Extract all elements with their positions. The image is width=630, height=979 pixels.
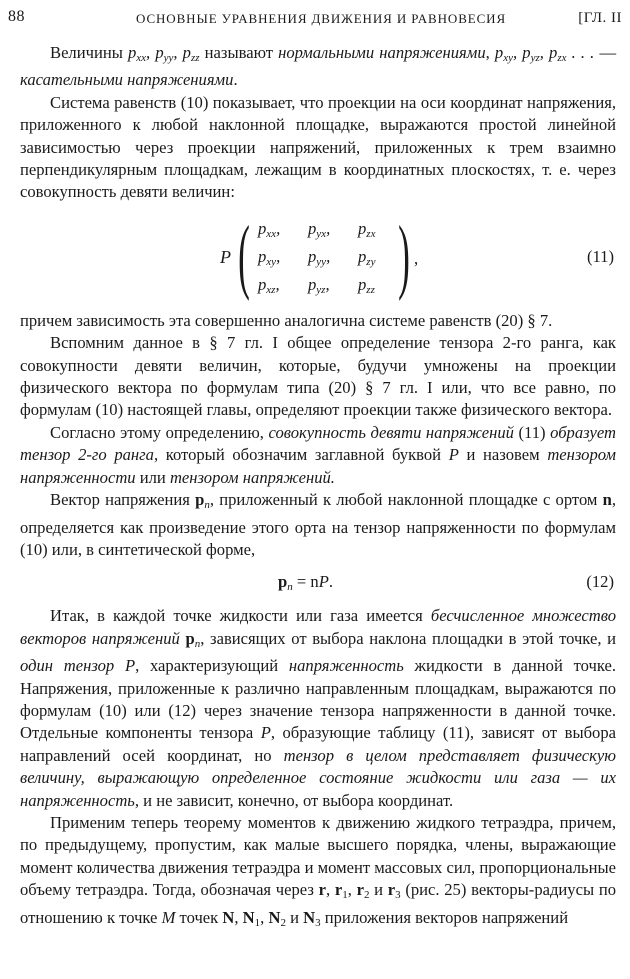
tensor-symbol: P [220, 246, 231, 267]
text-body [20, 42, 616, 934]
left-paren: ( [238, 208, 250, 302]
paragraph-analogy: причем зависимость эта совершенно аналогична системе равенств (20) § 7. [20, 310, 553, 330]
chapter-label: [ГЛ. II [578, 10, 622, 26]
matrix-cell: $p_{yy}$, [308, 246, 331, 268]
formula-11 [20, 210, 616, 308]
equation-number-11: (11) [586, 246, 614, 266]
page-header [8, 6, 622, 30]
paragraph-stress-tensor: Согласно этому определению, совокупность девяти напряжений (11) образует тензор 2-го ранга, который обозначим заглавной буквой P и назовем тензором напряженности или тензором напряжений. [20, 422, 616, 487]
paragraph-stresses-definition: Величины $p_{xx}$, $p_{yy}$, $p_{zz}$ называют нормальными напряжениями, $p_{xy}$, $p_{yz}$, $p_{zx}$ . . . — касательными напряжениями. [20, 43, 617, 90]
matrix-cell: $p_{zx}$ [358, 218, 376, 240]
matrix-cell: $p_{xx}$, [258, 218, 281, 240]
stress-matrix [258, 218, 408, 302]
paragraph-stress-vector: Вектор напряжения $p_n$, приложенный к любой наклонной площадке с ортом n, определяется как произведение этого орта на тензор напряженности по формулам (10) или, в синтетической форме, [20, 490, 617, 559]
paragraph-tensor-definition: Вспомним данное в § 7 гл. I общее определение тензора 2-го ранга, как совокупности девяти величин, которые, будучи умножены на проекции физического вектора по формулам типа (20) § 7 гл. I или, что все равно, по формулам (10) настоящей главы, определяют проекции также физического вектора. [20, 333, 616, 420]
matrix-cell: $p_{xy}$, [258, 246, 281, 268]
formula-comma: , [414, 248, 419, 268]
matrix-row [258, 274, 408, 302]
matrix-row [258, 218, 408, 246]
matrix-row [258, 246, 408, 274]
paragraph-moment-theorem: Применим теперь теорему моментов к движению жидкого тетраэдра, причем, по предыдущему, пропустим, как малые высшего порядка, члены, выражающие момент количества движения тетраэдра и момент массовых сил, пропорциональные объему тетраэдра. Тогда, обозначая через r, $r_1$, $r_2$ и $r_3$ (рис. 25) векторы-радиусы по отношению к точке M точек N, $N_1$, $N_2$ и $N_3$ приложения векторов напряжений [20, 812, 617, 929]
matrix-cell: $p_{zz}$ [358, 274, 375, 296]
paragraph-system-of-equalities: Система равенств (10) показывает, что проекции на оси координат напряжения, приложенного к любой наклонной площадке, выражаются простой линейной зависимостью через проекции напряжений, приложенных к трем взаимно перпендикулярным площадкам, лежащим в координатных плоскостях, т. е. через совокупность девяти величин: [20, 92, 616, 202]
formula-12-expression: $p_n$ = nP. [278, 572, 333, 594]
equation-number-12: (12) [586, 572, 614, 592]
page-number: 88 [8, 8, 25, 25]
matrix-cell: $p_{zy}$ [358, 246, 376, 268]
matrix-cell: $p_{yx}$, [308, 218, 331, 240]
matrix-cell: $p_{yz}$, [308, 274, 330, 296]
formula-12 [20, 565, 616, 599]
running-title: ОСНОВНЫЕ УРАВНЕНИЯ ДВИЖЕНИЯ И РАВНОВЕСИЯ [136, 11, 507, 26]
paragraph-infinite-set: Итак, в каждой точке жидкости или газа имеется бесчисленное множество векторов напряжений $p_n$, зависящих от выбора наклона площадки в этой точке, и один тензор P, характеризующий напряженность жидкости в данной точке. Напряжения, приложенные к различно направленным площадкам, выражаются по формулам (10) или (12) через значение тензора напряженности в данной точке. Отдельные компоненты тензора P, образующие таблицу (11), зависят от выбора направлений осей координат, но тензор в целом представляет физическую величину, выражающую определенное состояние жидкости или газа — их напряженность, и не зависит, конечно, от выбора координат. [20, 606, 617, 810]
right-paren: ) [398, 208, 410, 302]
matrix-cell: $p_{xz}$, [258, 274, 280, 296]
